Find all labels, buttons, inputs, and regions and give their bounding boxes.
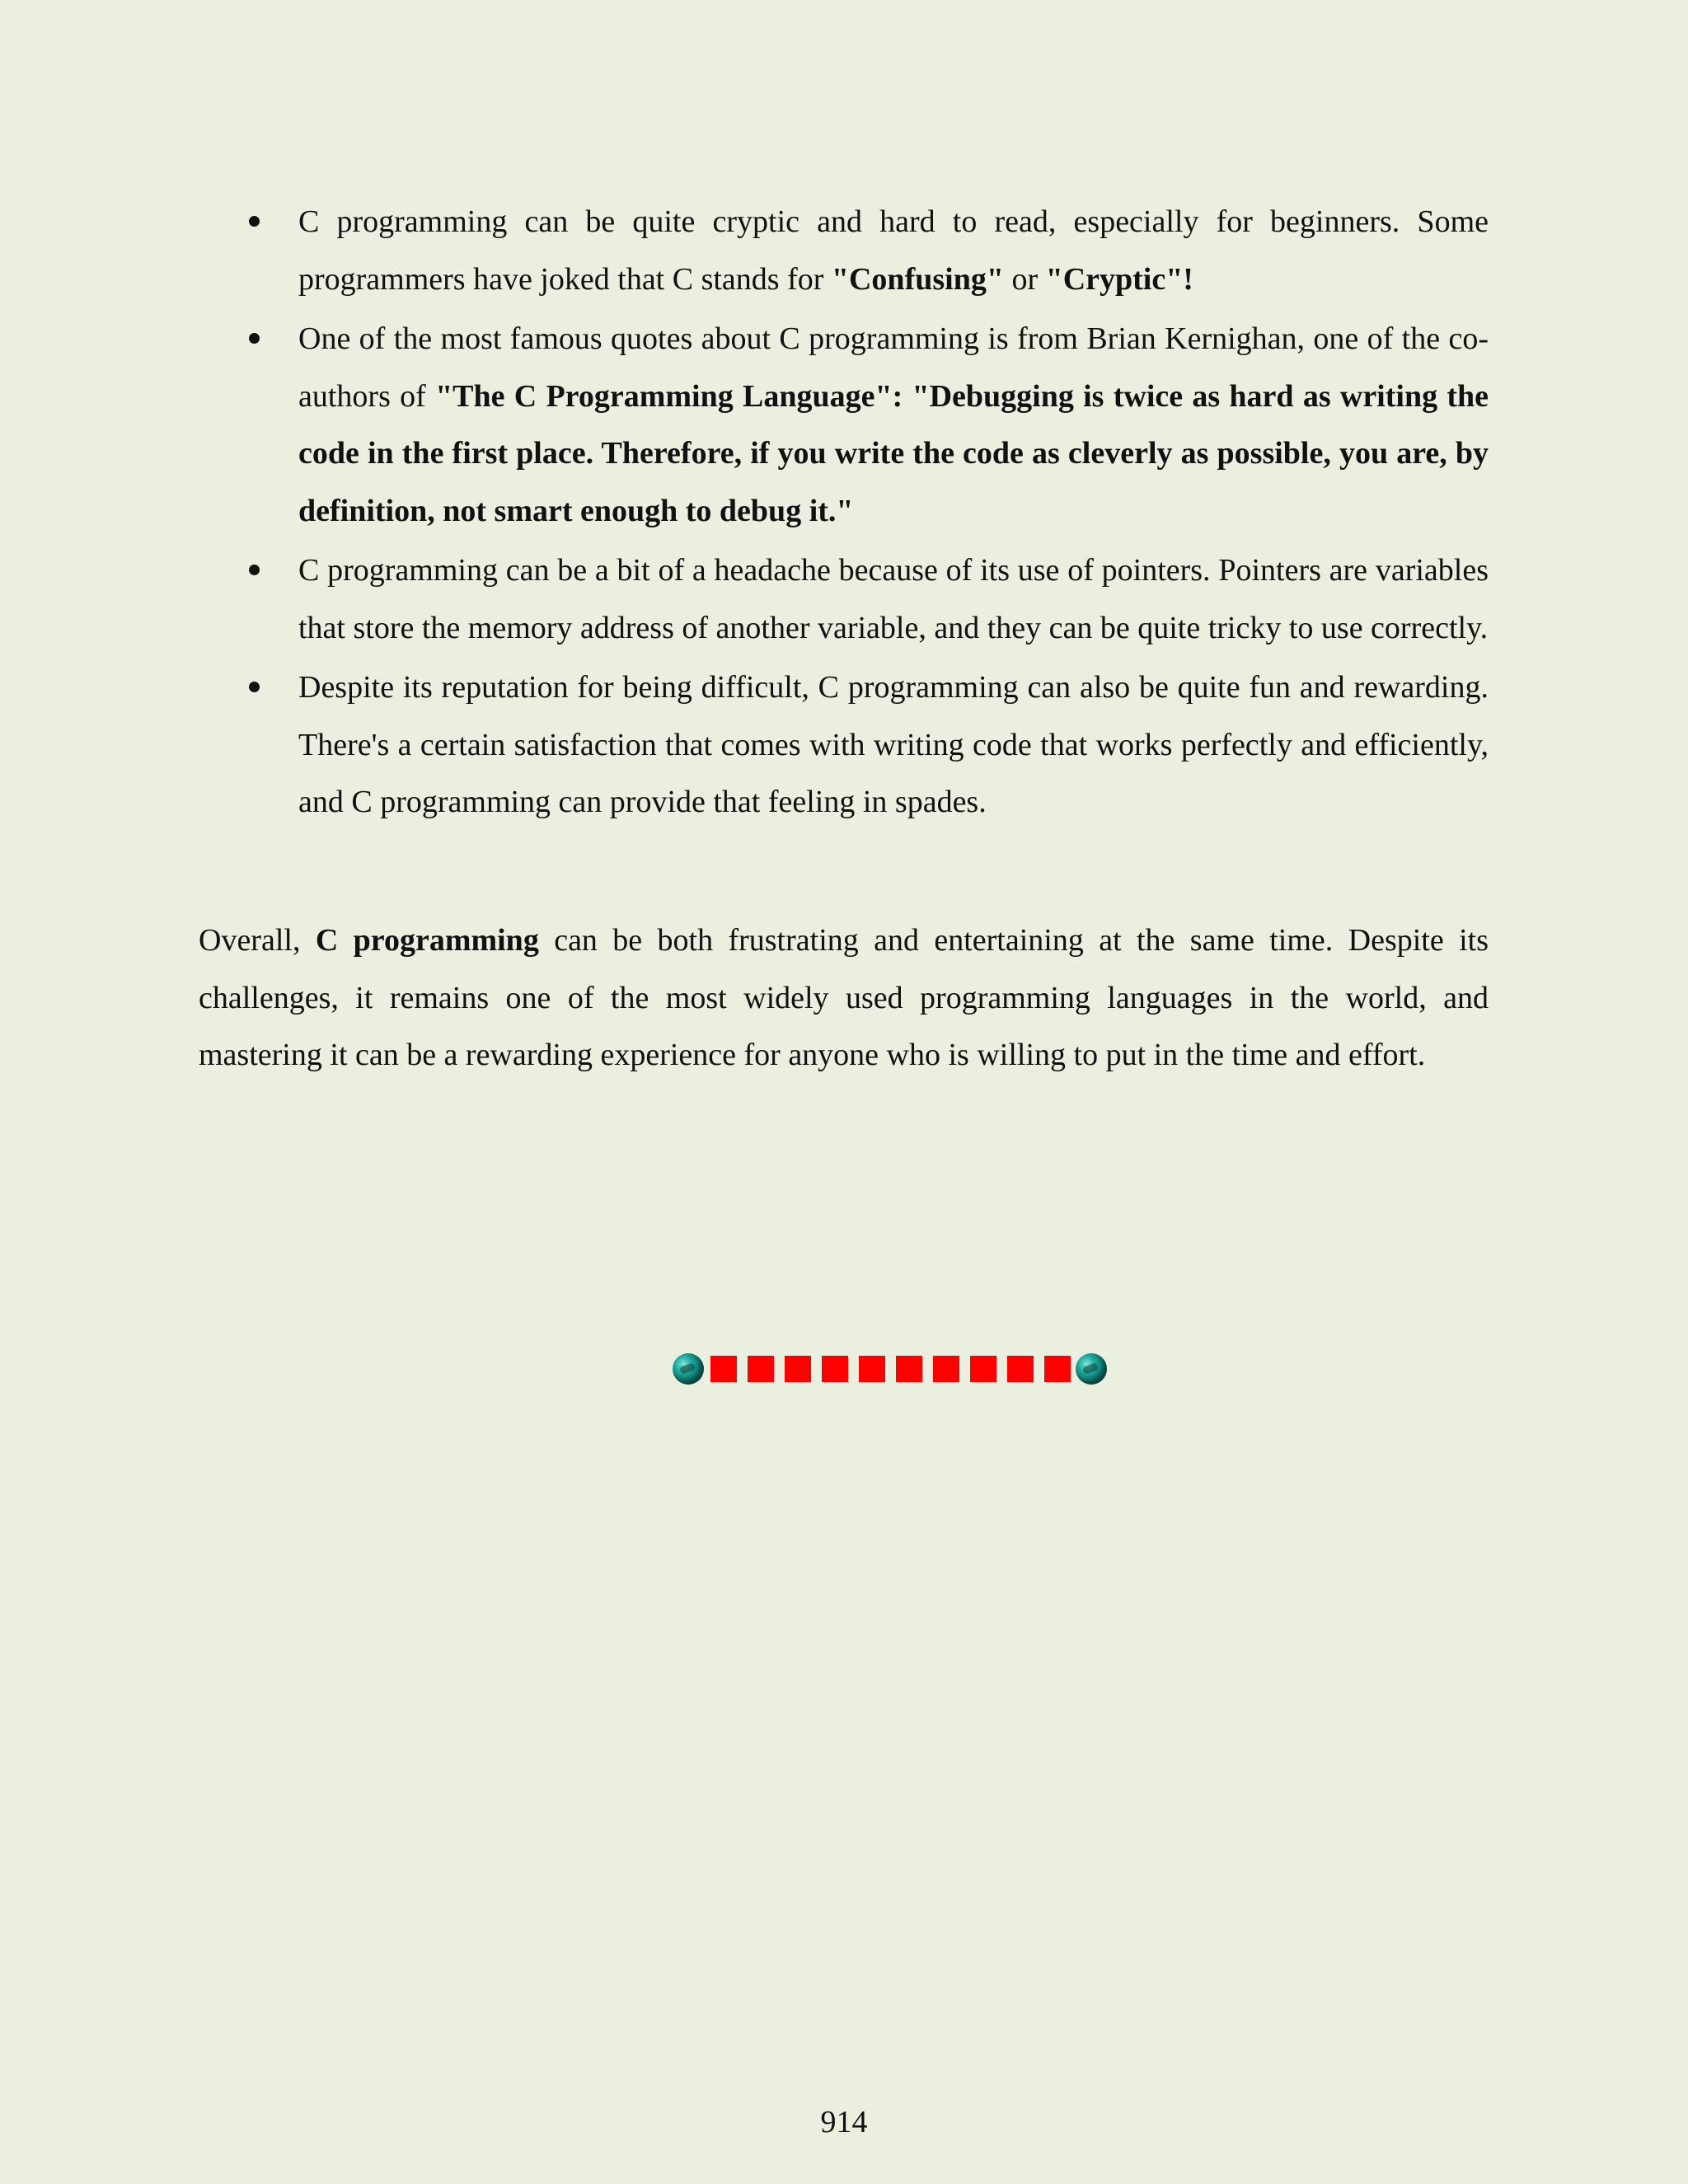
bullet-item (247, 311, 1489, 540)
bullet-text: C programming can be a bit of a headache because of its use of pointers. Pointers are variables that store the memory address of another variable, and they can be quite tricky to use correctly. (298, 553, 1489, 645)
bullet-text: Despite its reputation for being difficult, C programming can also be quite fun and rewarding. There's a certain satisfaction that comes with writing code that works perfectly and efficiently, and C programming can provide that feeling in spades. (298, 670, 1489, 819)
bullet-dot-icon (249, 682, 260, 692)
bullet-item (247, 194, 1489, 308)
divider-square (1044, 1356, 1071, 1382)
bullet-text: One of the most famous quotes about C programming is from Brian Kernighan, one of the co-authors of "The C Programming Language": "Debugging is twice as hard as writing the code in the first place. Therefore, if you write the code as cleverly as possible, you are, by definition, not smart enough to debug it." (298, 321, 1489, 528)
divider-square (748, 1356, 774, 1382)
divider-square (859, 1356, 885, 1382)
bullet-text: C programming can be quite cryptic and hard to read, especially for beginners. Some programmers have joked that C stands for "Confusing" or "Cryptic"! (298, 204, 1489, 297)
bullet-dot-icon (249, 216, 260, 227)
globe-icon (673, 1353, 704, 1385)
summary-paragraph: Overall, C programming can be both frustrating and entertaining at the same time. Despite its challenges, it remains one of the most widely used programming languages in the world, and mastering it can be a rewarding experience for anyone who is willing to put in the time and effort. (199, 923, 1489, 1072)
bullet-item (247, 659, 1489, 832)
bullet-dot-icon (249, 565, 260, 575)
divider-squares (710, 1356, 1071, 1382)
divider-square (822, 1356, 848, 1382)
section-divider (673, 1352, 1107, 1386)
divider-square (933, 1356, 959, 1382)
divider-square (896, 1356, 922, 1382)
divider-square (785, 1356, 811, 1382)
divider-square (710, 1356, 737, 1382)
divider-square (970, 1356, 996, 1382)
page-number: 914 (820, 2105, 868, 2139)
divider-square (1007, 1356, 1034, 1382)
bullet-list (247, 194, 1489, 834)
globe-icon (1076, 1353, 1107, 1385)
bullet-item (247, 542, 1489, 657)
bullet-dot-icon (249, 333, 260, 344)
